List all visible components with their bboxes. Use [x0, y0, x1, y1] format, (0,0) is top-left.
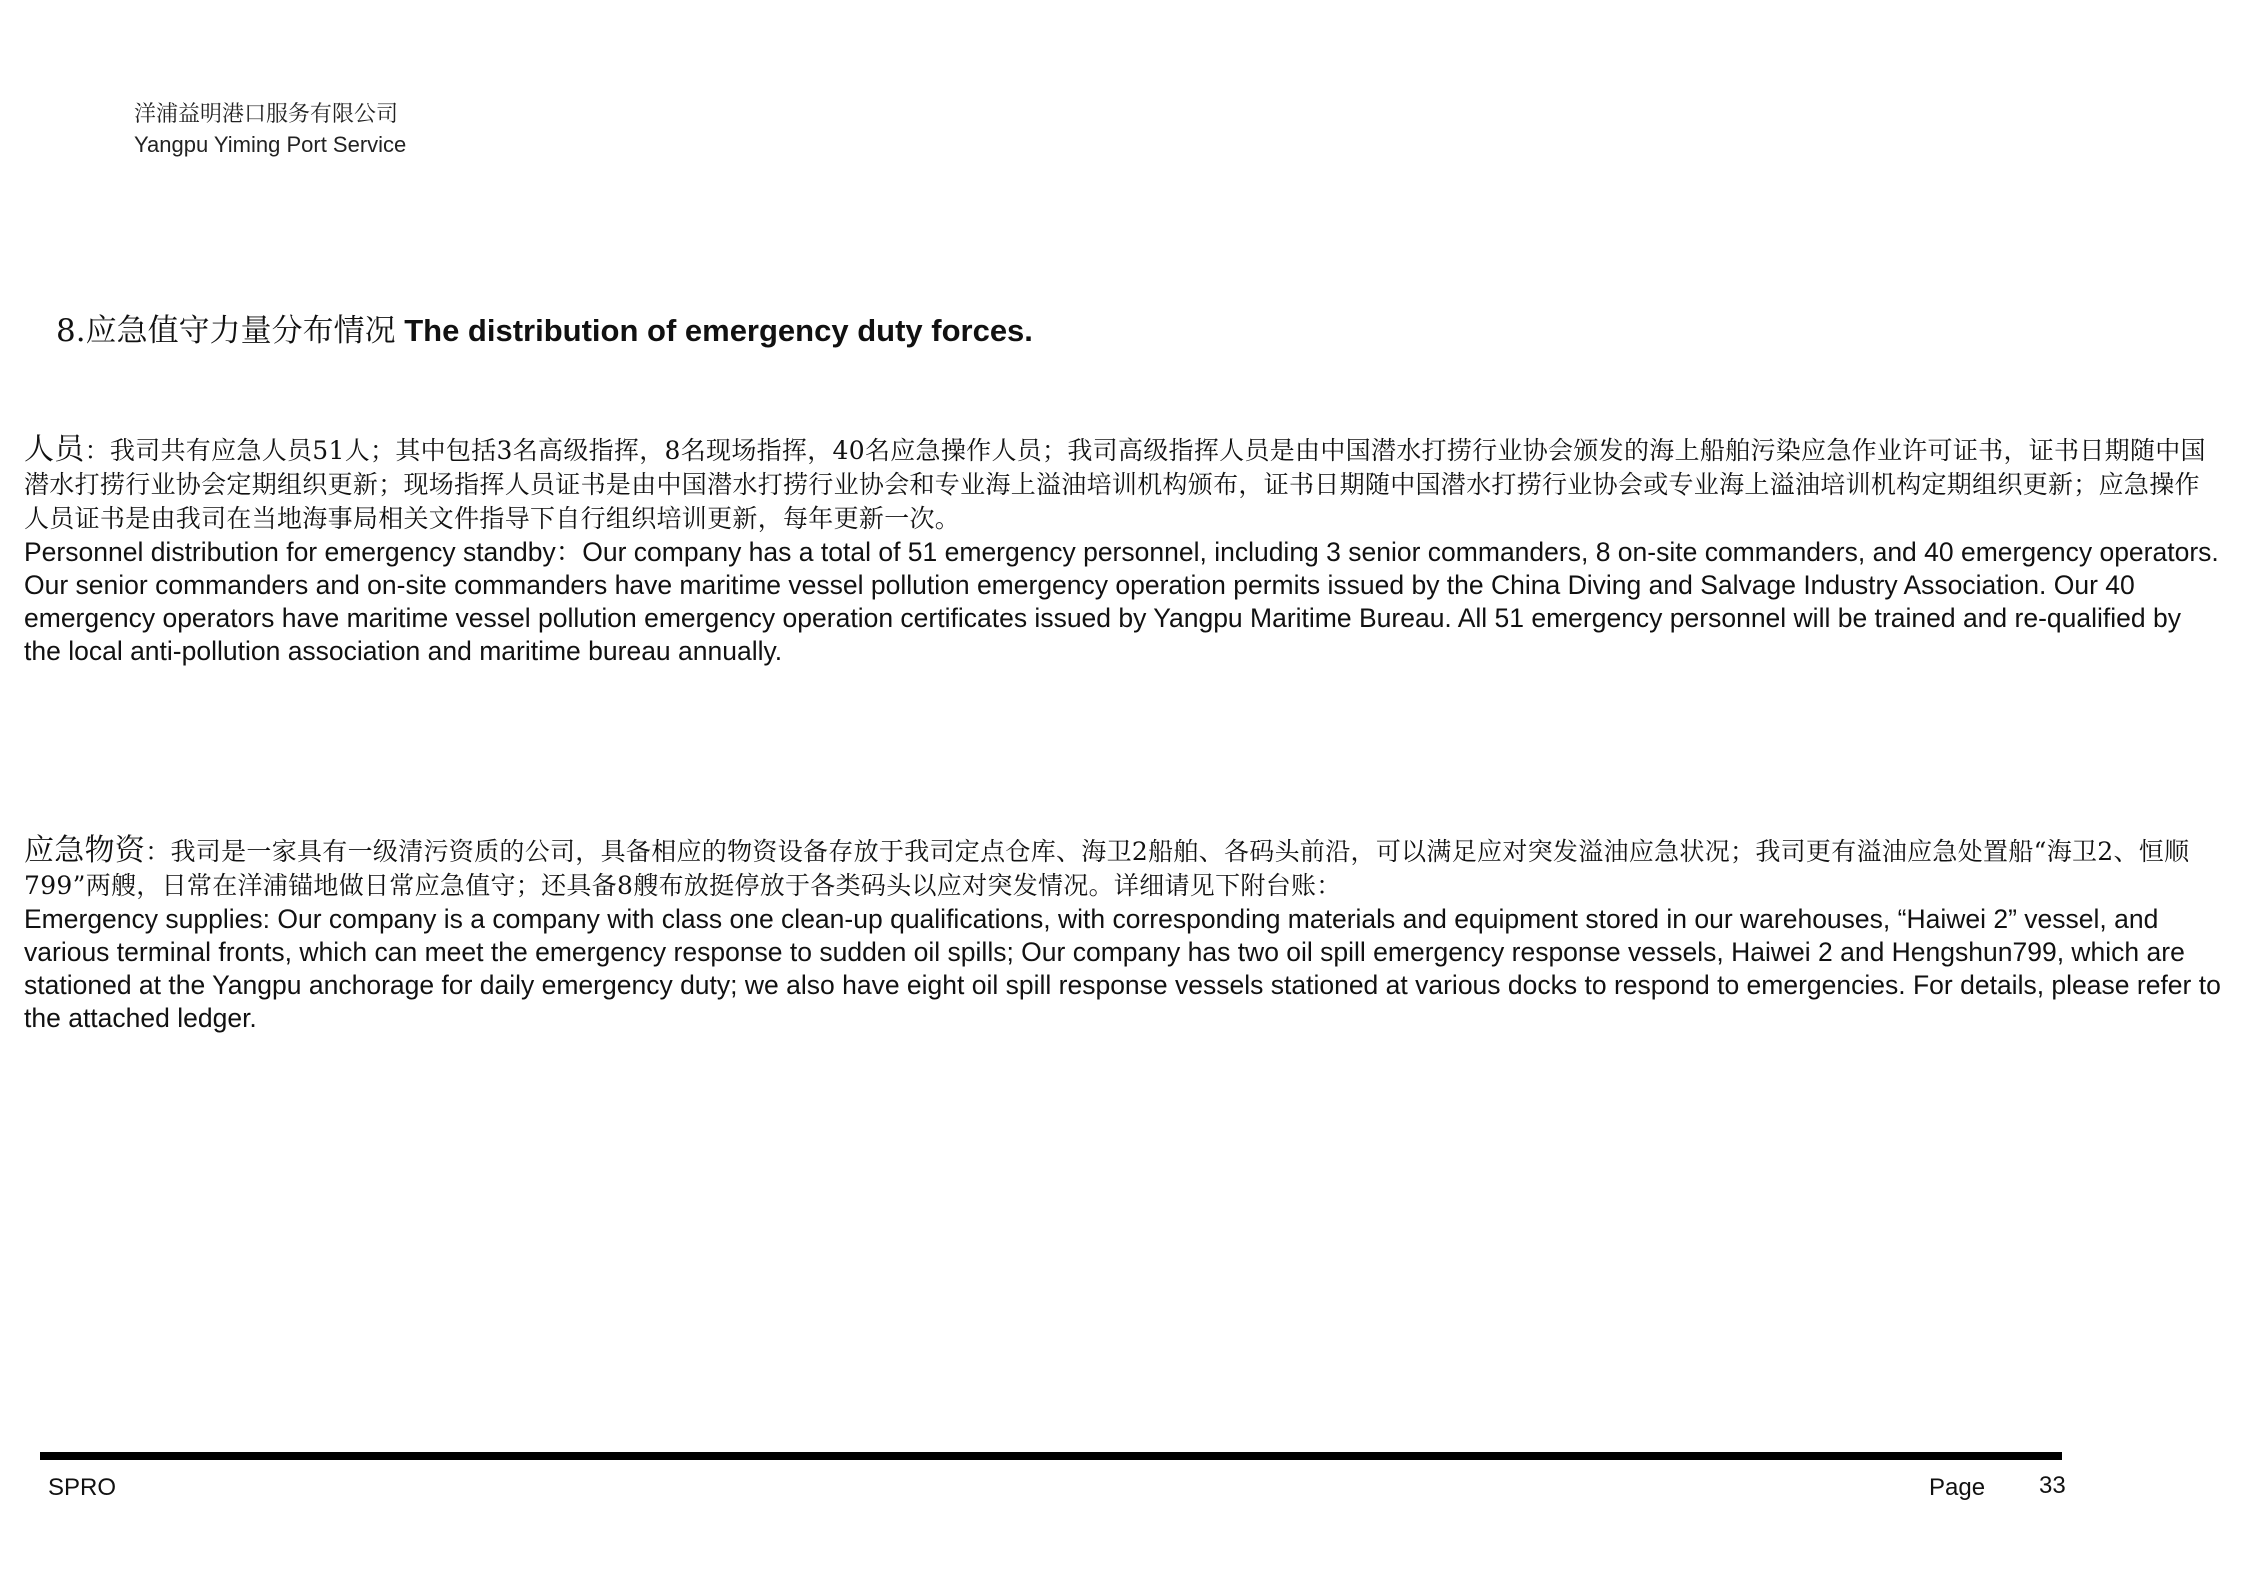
supplies-text-cn: ：我司是一家具有一级清污资质的公司，具备相应的物资设备存放于我司定点仓库、海卫2船舶、各码头前沿，可以满足应对突发溢油应急状况；我司更有溢油应急处置船“海卫2、恒顺799”两艘，日常在洋浦锚地做日常应急值守；还具备8艘布放挺停放于各类码头以应对突发情况。详细请见下附台账： [24, 837, 2190, 900]
supplies-section [24, 834, 2224, 1035]
section-title-en: The distribution of emergency duty forces. [404, 313, 1033, 348]
page-number: 33 [2039, 1472, 2066, 1499]
personnel-paragraph-en: Personnel distribution for emergency standby：Our company has a total of 51 emergency personnel, including 3 senior commanders, 8 on-site commanders, and 40 emergency operators. Our senior commanders and on-site commanders have maritime vessel pollution emergency operation permits issued by the China Diving and Salvage Industry Association. Our 40 emergency operators have maritime vessel pollution emergency operation certificates issued by Yangpu Maritime Bureau. All 51 emergency personnel will be trained and re-qualified by the local anti-pollution association and maritime bureau annually. [24, 537, 2219, 666]
supplies-paragraph-cn [24, 834, 2224, 903]
personnel-text-cn: ：我司共有应急人员51人；其中包括3名高级指挥，8名现场指挥，40名应急操作人员；我司高级指挥人员是由中国潜水打捞行业协会颁发的海上船舶污染应急作业许可证书，证书日期随中国潜水打捞行业协会定期组织更新；现场指挥人员证书是由中国潜水打捞行业协会和专业海上溢油培训机构颁布，证书日期随中国潜水打捞行业协会或专业海上溢油培训机构定期组织更新；应急操作人员证书是由我司在当地海事局相关文件指导下自行组织培训更新，每年更新一次。 [24, 436, 2206, 533]
footer-label: SPRO [48, 1474, 117, 1501]
company-name-en: Yangpu Yiming Port Service [134, 132, 407, 157]
personnel-lead: 人员 [24, 432, 85, 467]
document-header [134, 100, 406, 160]
supplies-paragraph-en: Emergency supplies: Our company is a company with class one clean-up qualifications, with corresponding materials and equipment stored in our warehouses, “Haiwei 2” vessel, and various terminal fronts, which can meet the emergency response to sudden oil spills; Our company has two oil spill emergency response vessels, Haiwei 2 and Hengshun799, which are stationed at the Yangpu anchorage for daily emergency duty; we also have eight oil spill response vessels stationed at various docks to respond to emergencies. For details, please refer to the attached ledger. [24, 904, 2221, 1033]
supplies-lead: 应急物资 [24, 833, 146, 868]
personnel-section [24, 433, 2224, 668]
company-name-cn: 洋浦益明港口服务有限公司 [134, 102, 399, 127]
section-title-cn: 8.应急值守力量分布情况 [56, 313, 396, 349]
section-title [56, 305, 1033, 350]
personnel-paragraph-cn [24, 433, 2224, 536]
footer-divider [40, 1452, 2062, 1460]
page-label: Page [1929, 1474, 1986, 1501]
